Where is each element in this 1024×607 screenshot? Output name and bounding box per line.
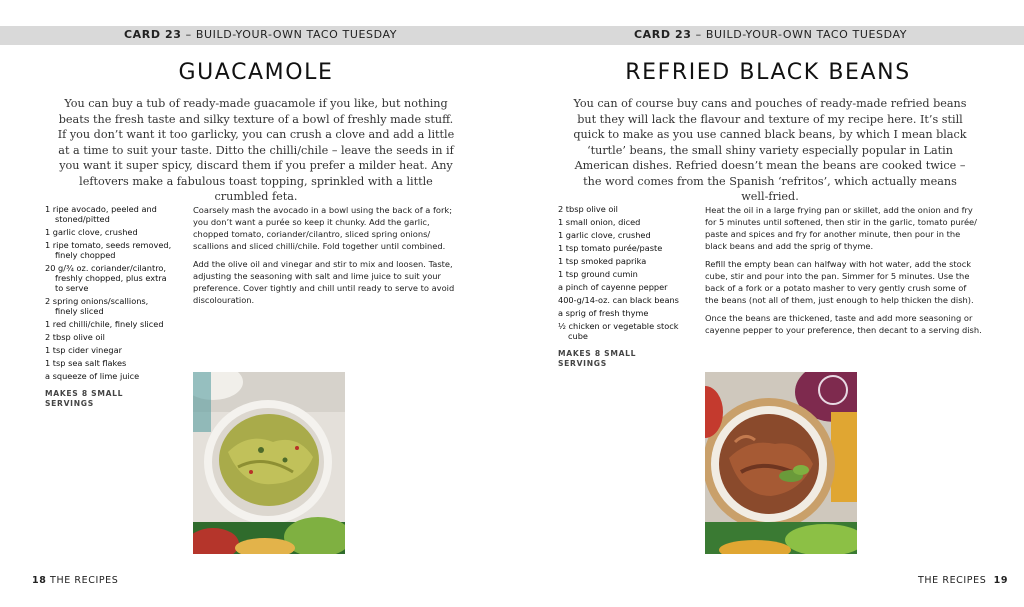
ingredient: 1 small onion, diced xyxy=(558,217,641,227)
ingredient: 20 g/¾ oz. coriander/cilantro, freshly chopped, plus extra to serve xyxy=(45,263,167,293)
recipe-intro: You can buy a tub of ready-made guacamole if you like, but nothing beats the fresh taste and silky texture of a bowl of freshly made stuff. If you don’t want it too garlicky, you can crush a clove and add a little at a time to suit your taste. Ditto the chilli/chile – leave the seeds in if you want it super spicy, discard them if you prefer a milder heat. Any leftovers make a fabulous toast topping, sprinkled with a little crumbled feta. xyxy=(57,97,455,203)
footer-section: THE RECIPES xyxy=(918,575,987,586)
ingredient: 1 red chilli/chile, finely sliced xyxy=(45,319,164,329)
ingredient: 2 tbsp olive oil xyxy=(45,332,105,342)
guacamole-photo xyxy=(193,372,345,554)
method-paragraph: Once the beans are thickened, taste and add more seasoning or cayenne pepper to your preference, then decant to a serving dish. xyxy=(705,313,982,335)
ingredient: 2 tbsp olive oil xyxy=(558,204,618,214)
page-number: 19 xyxy=(993,575,1009,586)
page-number: 18 xyxy=(32,575,47,586)
card-header: CARD 23 – BUILD-YOUR-OWN TACO TUESDAY xyxy=(124,28,398,41)
servings-note: MAKES 8 SMALL SERVINGS xyxy=(558,349,637,368)
ingredient: ½ chicken or vegetable stock cube xyxy=(558,321,679,341)
ingredients-list xyxy=(45,204,173,409)
recipe-intro: You can of course buy cans and pouches of ready-made refried beans but they will lack the flavour and texture of my recipe here. It’s still quick to make as you use canned black beans, by which I mean black ‘turtle’ beans, the small shiny variety especially popular in Latin American dishes. Refried doesn’t mean the beans are cooked twice – the word comes from the Spanish ‘refritos’, which actually means well-fried. xyxy=(573,97,967,203)
ingredient: 1 garlic clove, crushed xyxy=(558,230,651,240)
method-text xyxy=(193,204,459,312)
ingredient: 1 tsp tomato purée/paste xyxy=(558,243,663,253)
method-text xyxy=(705,204,982,342)
refried-beans-bowl-illustration xyxy=(705,372,857,554)
page-footer xyxy=(918,575,1008,586)
ingredient: a pinch of cayenne pepper xyxy=(558,282,668,292)
ingredient: a squeeze of lime juice xyxy=(45,371,140,381)
ingredients-list xyxy=(558,204,686,369)
guacamole-bowl-illustration xyxy=(193,372,345,554)
footer-section: THE RECIPES xyxy=(50,575,119,586)
ingredient: 1 ripe avocado, peeled and stoned/pitted xyxy=(45,204,157,224)
ingredient: 1 tsp smoked paprika xyxy=(558,256,647,266)
ingredient: 1 tsp sea salt flakes xyxy=(45,358,127,368)
method-paragraph: Coarsely mash the avocado in a bowl using the back of a fork; you don’t want a purée so keep it chunky. Add the garlic, chopped tomato, coriander/cilantro, sliced spring onions/ scallions and sliced chilli/chile. Fold together until combined. xyxy=(193,205,452,251)
ingredient: 400-g/14-oz. can black beans xyxy=(558,295,679,305)
ingredient: a sprig of fresh thyme xyxy=(558,308,649,318)
card-header: CARD 23 – BUILD-YOUR-OWN TACO TUESDAY xyxy=(634,28,908,41)
right-page xyxy=(512,0,1024,607)
ingredient: 1 tsp ground cumin xyxy=(558,269,638,279)
method-paragraph: Refill the empty bean can halfway with hot water, add the stock cube, stir and pour into the pan. Simmer for 5 minutes. Use the back of a fork or a potato masher to very gently crush some of the beans (not all of them, just enough to help thicken the dish). xyxy=(705,259,974,305)
recipe-title: GUACAMOLE xyxy=(178,60,334,85)
method-paragraph: Heat the oil in a large frying pan or skillet, add the onion and fry for 5 minutes until softened, then stir in the garlic, tomato purée/ paste and spices and fry for another minute, then pour in the black beans and add the sprig of thyme. xyxy=(705,205,977,251)
page-footer xyxy=(32,575,118,586)
ingredient: 2 spring onions/scallions, finely sliced xyxy=(45,296,149,316)
ingredient: 1 garlic clove, crushed xyxy=(45,227,138,237)
refried-beans-photo xyxy=(705,372,857,554)
recipe-title: REFRIED BLACK BEANS xyxy=(625,60,911,85)
method-paragraph: Add the olive oil and vinegar and stir to mix and loosen. Taste, adjusting the seasoning with salt and lime juice to suit your preference. Cover tightly and chill until ready to serve to avoid discolouration. xyxy=(193,259,455,305)
ingredient: 1 tsp cider vinegar xyxy=(45,345,122,355)
ingredient: 1 ripe tomato, seeds removed, finely chopped xyxy=(45,240,172,260)
servings-note: MAKES 8 SMALL SERVINGS xyxy=(45,389,124,408)
